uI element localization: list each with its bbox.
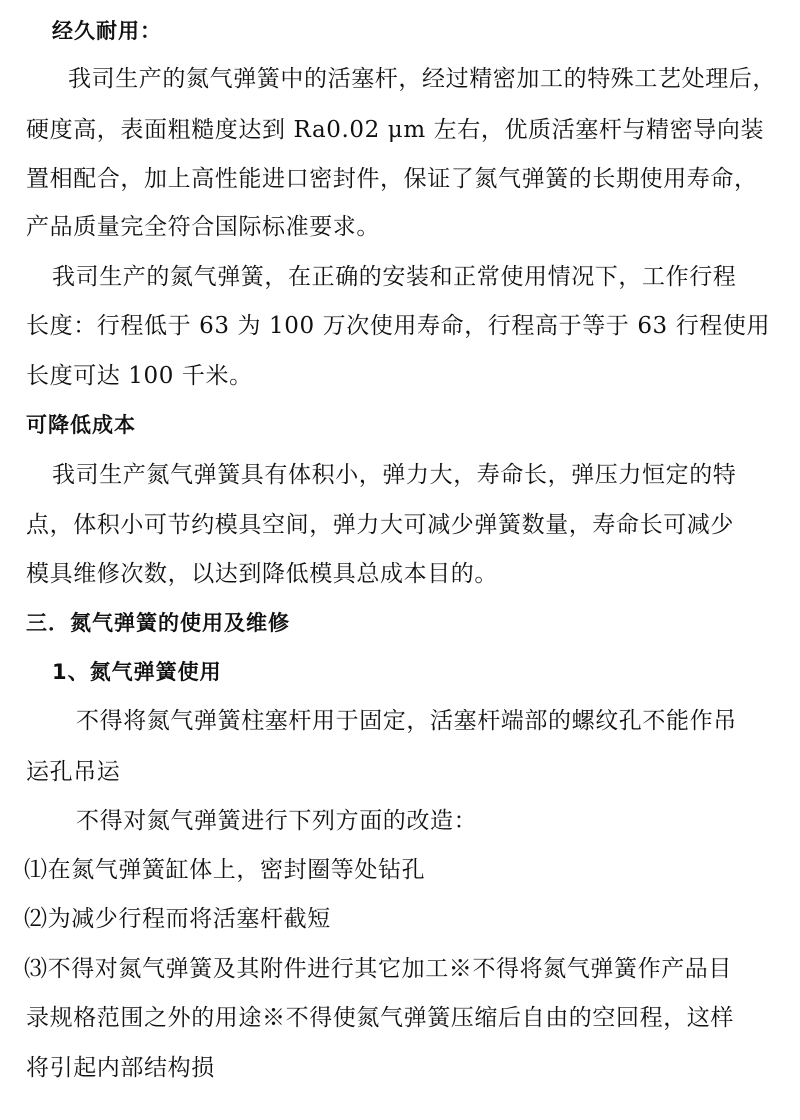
paragraph-line: 长度可达 100 千米。 (26, 363, 253, 389)
paragraph-line: 模具维修次数，以达到降低模具总成本目的。 (26, 561, 498, 587)
paragraph-line: 产品质量完全符合国际标准要求。 (26, 214, 380, 240)
list-item-continuation: 录规格范围之外的用途※不得使氮气弹簧压缩后自由的空回程，这样 (26, 1005, 734, 1031)
subsection-heading: 1、氮气弹簧使用 (52, 660, 222, 684)
paragraph-line: 硬度高，表面粗糙度达到 Ra0.02 μm 左右，优质活塞杆与精密导向装 (26, 117, 765, 143)
paragraph-line: 不得对氮气弹簧进行下列方面的改造： (76, 808, 478, 834)
section-heading-cost: 可降低成本 (26, 413, 136, 437)
list-item-continuation: 将引起内部结构损 (26, 1055, 215, 1081)
list-item: ⑶不得对氮气弹簧及其附件进行其它加工※不得将氮气弹簧作产品目 (24, 956, 732, 982)
paragraph-line: 长度：行程低于 63 为 100 万次使用寿命，行程高于等于 63 行程使用 (26, 313, 771, 339)
paragraph-line: 我司生产的氮气弹簧，在正确的安装和正常使用情况下，工作行程 (52, 264, 737, 290)
section-heading-durability: 经久耐用： (52, 19, 162, 43)
section-heading-usage: 三．氮气弹簧的使用及维修 (26, 611, 290, 635)
paragraph-line: 我司生产的氮气弹簧中的活塞杆，经过精密加工的特殊工艺处理后， (68, 66, 776, 92)
paragraph-line: 置相配合，加上高性能进口密封件，保证了氮气弹簧的长期使用寿命， (26, 166, 758, 192)
paragraph-line: 不得将氮气弹簧柱塞杆用于固定，活塞杆端部的螺纹孔不能作吊 (76, 708, 737, 734)
paragraph-line: 运孔吊运 (26, 759, 121, 785)
paragraph-line: 点，体积小可节约模具空间，弹力大可减少弹簧数量，寿命长可减少 (26, 512, 734, 538)
list-item: ⑵为减少行程而将活塞杆截短 (24, 906, 331, 932)
list-item: ⑴在氮气弹簧缸体上，密封圈等处钻孔 (24, 857, 426, 883)
paragraph-line: 我司生产氮气弹簧具有体积小，弹力大，寿命长，弹压力恒定的特 (52, 462, 737, 488)
